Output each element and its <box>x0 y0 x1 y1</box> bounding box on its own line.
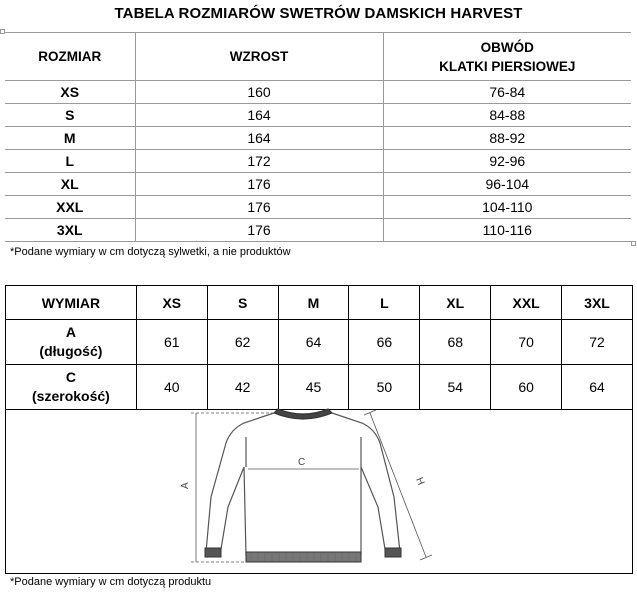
header-size-3xl: 3XL <box>562 286 633 320</box>
header-size: ROZMIAR <box>5 33 135 81</box>
header-size-s: S <box>207 286 278 320</box>
dimension-label <box>6 320 137 365</box>
dimension-value: 54 <box>420 365 491 410</box>
dimension-value: 45 <box>278 365 349 410</box>
size-table-header <box>5 33 631 81</box>
sweater-figure-box <box>5 407 633 574</box>
header-height: WZROST <box>135 33 383 81</box>
size-cell: M <box>5 127 135 150</box>
header-chest <box>383 33 631 81</box>
header-size-xl: XL <box>420 286 491 320</box>
dimension-value: 62 <box>207 320 278 365</box>
dimension-value: 60 <box>491 365 562 410</box>
collar-shape <box>274 409 332 419</box>
header-size-xxl: XXL <box>491 286 562 320</box>
table-row <box>5 173 631 196</box>
dimension-value: 42 <box>207 365 278 410</box>
dimension-value: 66 <box>349 320 420 365</box>
size-cell: XXL <box>5 196 135 219</box>
table-row <box>5 81 631 104</box>
sweater-diagram <box>6 407 632 573</box>
header-size-l: L <box>349 286 420 320</box>
size-cell: 3XL <box>5 219 135 242</box>
dimension-value: 50 <box>349 365 420 410</box>
height-cell: 164 <box>135 104 383 127</box>
dimension-value: 68 <box>420 320 491 365</box>
table-row <box>5 150 631 173</box>
measure-a-line <box>191 413 276 562</box>
chest-cell: 110-116 <box>383 219 631 242</box>
dimensions-header <box>6 286 633 320</box>
height-cell: 176 <box>135 173 383 196</box>
dimension-value: 70 <box>491 320 562 365</box>
table-row <box>5 104 631 127</box>
size-table <box>5 32 631 242</box>
height-cell: 160 <box>135 81 383 104</box>
left-cuff <box>205 548 221 557</box>
dimension-value: 64 <box>278 320 349 365</box>
table-resize-icon <box>631 241 636 246</box>
dimensions-table <box>5 285 633 410</box>
header-chest-line2: KLATKI PIERSIOWEJ <box>439 58 576 74</box>
header-wymiar: WYMIAR <box>6 286 137 320</box>
dimension-letter: C <box>65 369 76 385</box>
size-cell: XS <box>5 81 135 104</box>
hem-band <box>246 552 361 562</box>
height-cell: 176 <box>135 196 383 219</box>
page-title: TABELA ROZMIARÓW SWETRÓW DAMSKICH HARVEST <box>114 5 523 22</box>
table-row <box>6 320 633 365</box>
table-row <box>5 219 631 242</box>
label-h: H <box>413 476 427 487</box>
size-note: *Podane wymiary w cm dotyczą sylwetki, a nie produktów <box>10 246 291 258</box>
dimension-label <box>6 365 137 410</box>
chest-cell: 96-104 <box>383 173 631 196</box>
height-cell: 176 <box>135 219 383 242</box>
dimension-value: 72 <box>562 320 633 365</box>
dimension-value: 40 <box>136 365 207 410</box>
size-cell: L <box>5 150 135 173</box>
dimension-value: 64 <box>562 365 633 410</box>
chest-cell: 88-92 <box>383 127 631 150</box>
header-chest-line1: OBWÓD <box>480 39 534 55</box>
dimension-description: (długość) <box>39 343 103 359</box>
chest-cell: 104-110 <box>383 196 631 219</box>
product-note: *Podane wymiary w cm dotyczą produktu <box>10 576 212 588</box>
size-cell: S <box>5 104 135 127</box>
table-row <box>6 365 633 410</box>
size-cell: XL <box>5 173 135 196</box>
chest-cell: 76-84 <box>383 81 631 104</box>
table-row <box>5 127 631 150</box>
dimension-description: (szerokość) <box>32 388 110 404</box>
header-size-xs: XS <box>136 286 207 320</box>
height-cell: 172 <box>135 150 383 173</box>
table-row <box>5 196 631 219</box>
sweater-outline <box>206 413 400 555</box>
height-cell: 164 <box>135 127 383 150</box>
chest-cell: 84-88 <box>383 104 631 127</box>
dimension-letter: A <box>65 324 76 340</box>
label-c: C <box>298 457 306 468</box>
dimension-value: 61 <box>136 320 207 365</box>
header-size-m: M <box>278 286 349 320</box>
right-cuff <box>385 548 401 557</box>
label-a: A <box>180 482 191 489</box>
chest-cell: 92-96 <box>383 150 631 173</box>
